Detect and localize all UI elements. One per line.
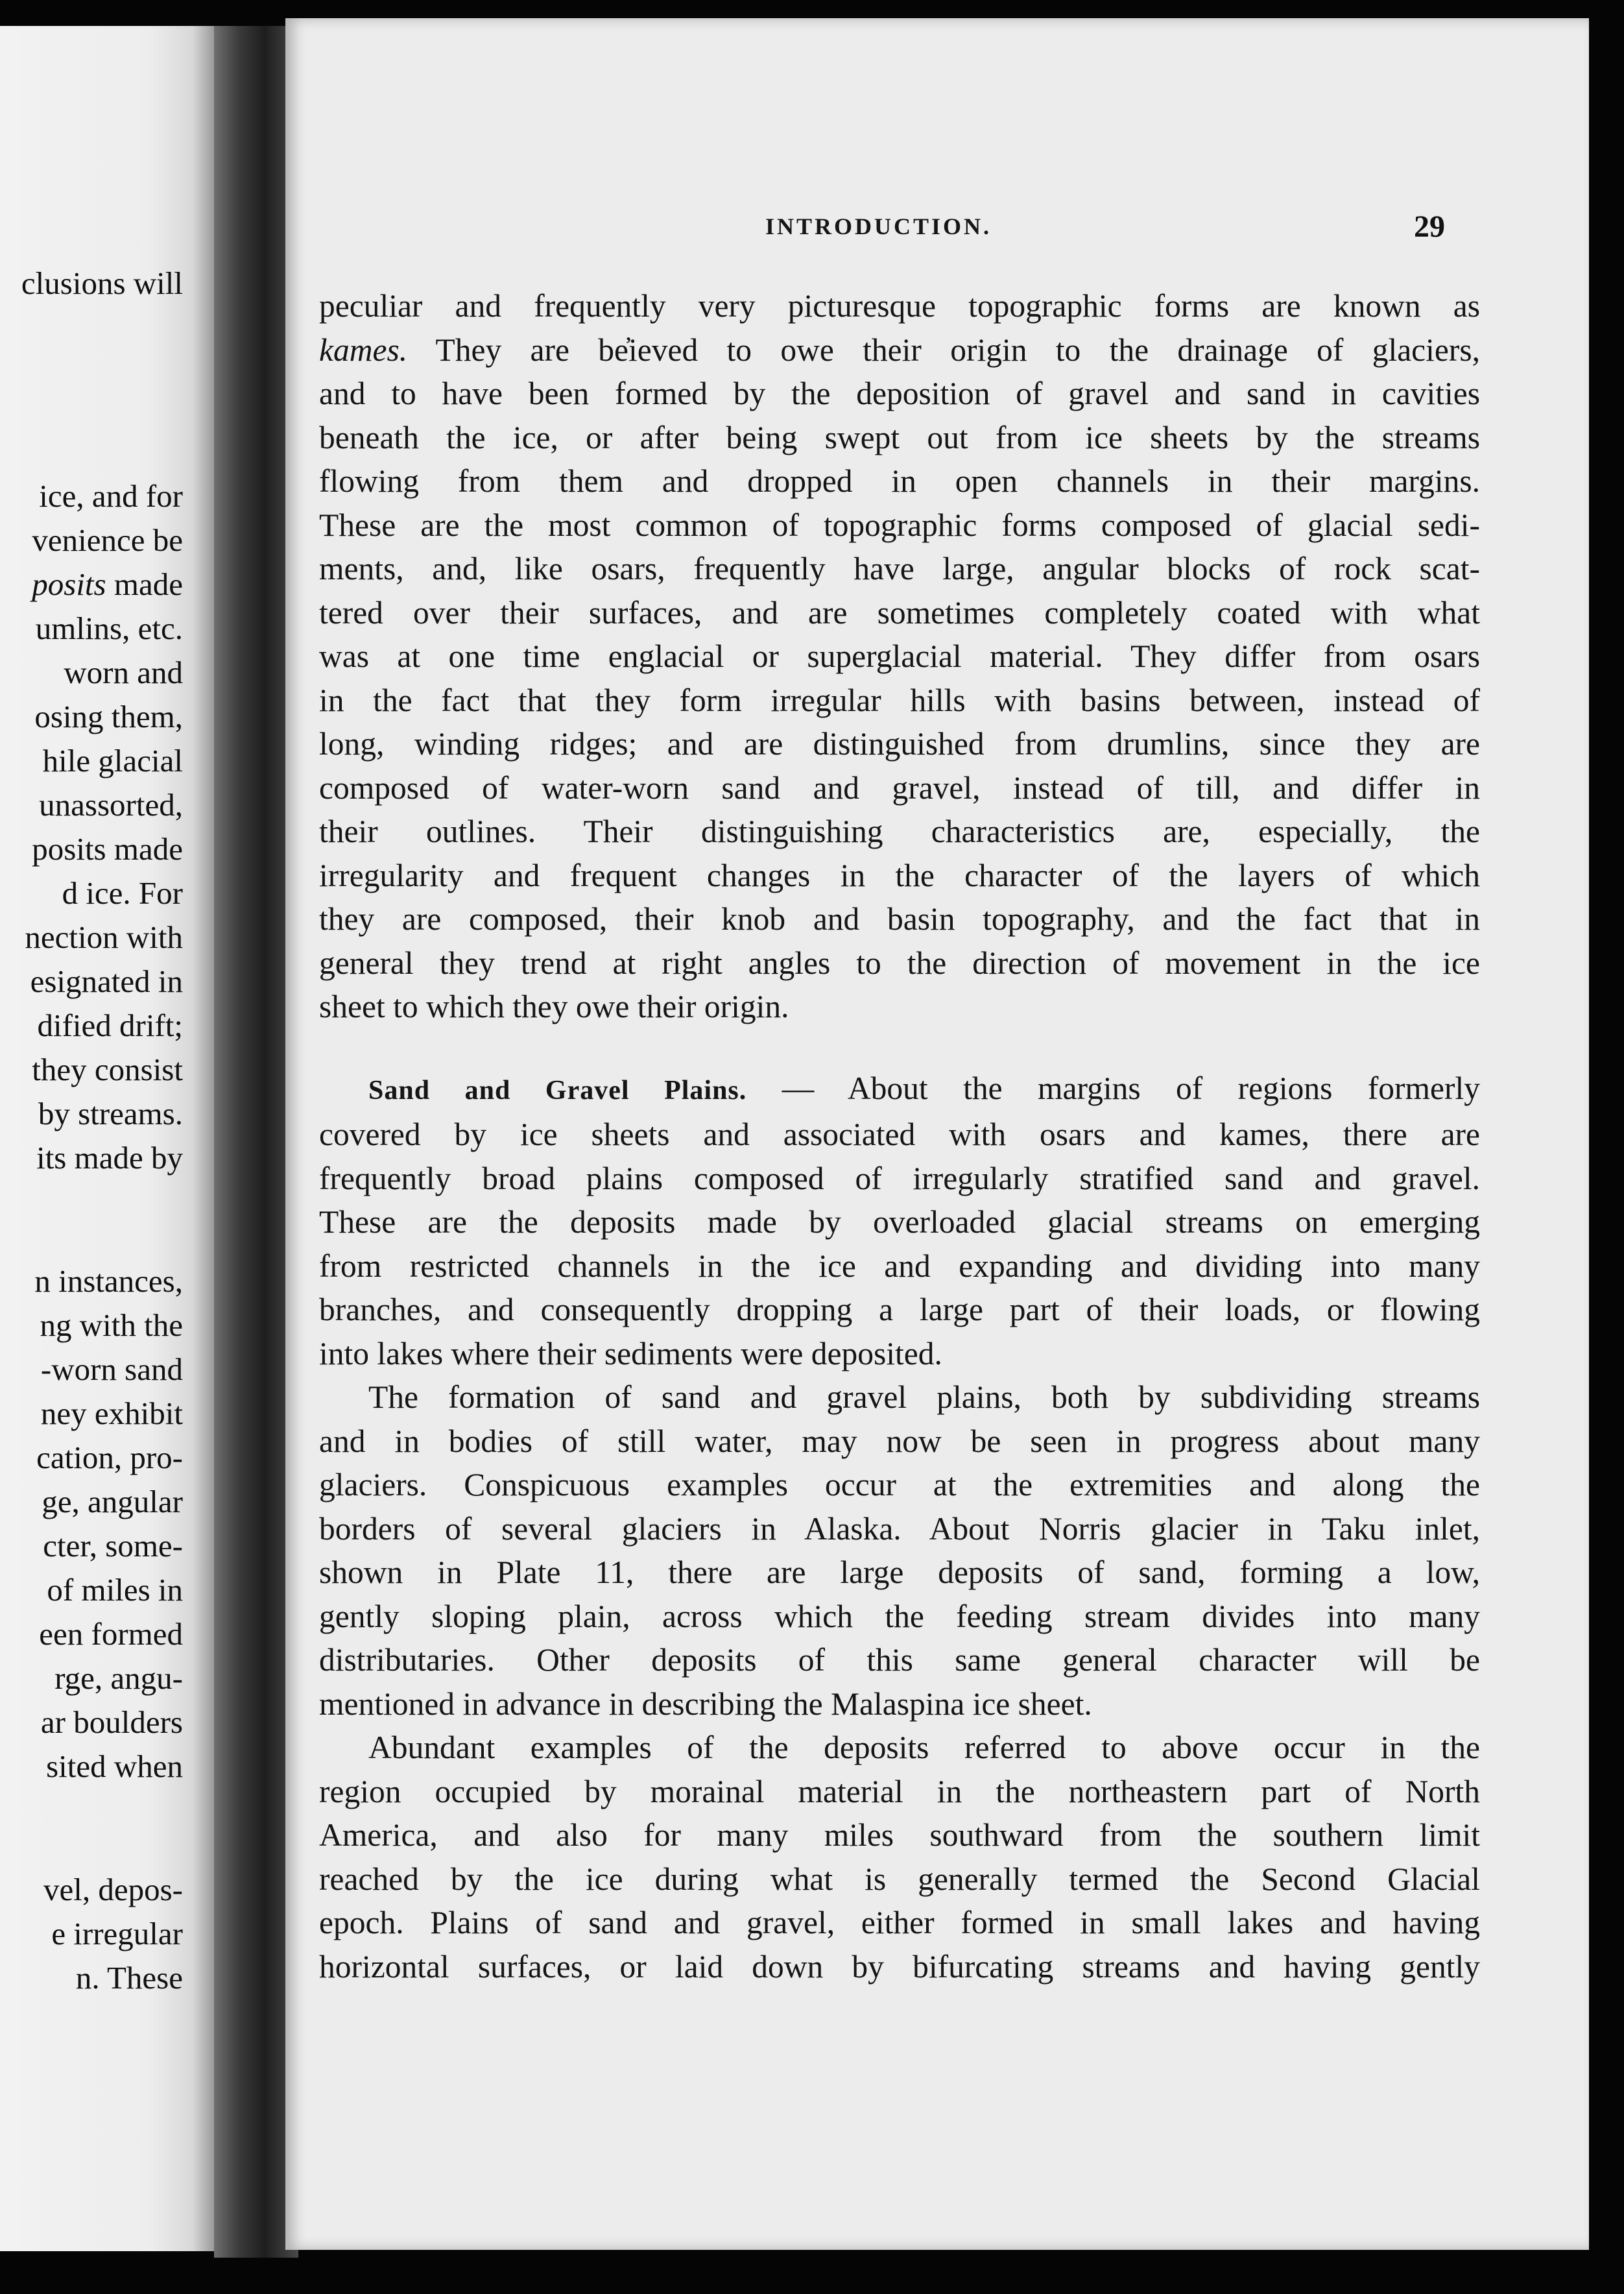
facing-page-line: e irregular <box>51 1916 183 1951</box>
text-line: and in bodies of still water, may now be seen in progress about many <box>319 1423 1480 1459</box>
text-line: These are the deposits made by overloaded glacial streams on emerging <box>319 1204 1480 1240</box>
text-line: reached by the ice during what is generally termed the Second Glacial <box>319 1861 1480 1897</box>
text-line: tered over their surfaces, and are sometimes completely coated with what <box>319 594 1480 631</box>
facing-page-line: cter, some- <box>43 1528 183 1564</box>
text-line: glaciers. Conspicuous examples occur at the extremities and along the <box>319 1467 1480 1503</box>
italic-term-kames: kames. <box>319 332 408 368</box>
facing-page-line: posits made <box>32 831 183 867</box>
text-line: into lakes where their sediments were deposited. <box>319 1335 942 1371</box>
facing-page-line: clusions will <box>21 265 183 301</box>
page-number: 29 <box>1414 210 1445 244</box>
text-run: About the margins of regions formerly <box>847 1070 1480 1106</box>
facing-page-line: sited when <box>46 1748 183 1784</box>
text-line: composed of water-worn sand and gravel, instead of till, and differ in <box>319 769 1480 806</box>
running-title: INTRODUCTION. <box>765 213 992 239</box>
facing-page-line: unassorted, <box>39 787 183 823</box>
facing-page-line: vel, depos- <box>43 1872 183 1907</box>
facing-page-line: ng with the <box>40 1307 183 1343</box>
page-29 <box>285 18 1589 2250</box>
text-line: borders of several glaciers in Alaska. About Norris glacier in Taku inlet, <box>319 1510 1480 1547</box>
paragraph-kames <box>319 284 1480 1029</box>
text-line: long, winding ridges; and are distinguished from drumlins, since they are <box>319 726 1480 762</box>
facing-page-line: nection with <box>25 919 183 955</box>
text-line: sheet to which they owe their origin. <box>319 989 789 1024</box>
text-line: distributaries. Other deposits of this same general character will be <box>319 1642 1480 1678</box>
facing-page-line: een formed <box>39 1616 183 1652</box>
paragraph-formation <box>319 1375 1480 1726</box>
facing-page-line: hile glacial <box>42 743 183 779</box>
text-line: irregularity and frequent changes in the character of the layers of which <box>319 857 1480 893</box>
text-line: horizontal surfaces, or laid down by bifurcating streams and having gently <box>319 1948 1480 1985</box>
italic-run: posits <box>32 566 106 602</box>
text-run: They are be̓ieved to owe their origin to the drainage of glaciers, <box>407 332 1480 368</box>
facing-page-line: worn and <box>64 655 183 690</box>
text-run: made <box>106 566 183 602</box>
facing-page-line: umlins, etc. <box>35 610 183 646</box>
facing-page-line: -worn sand <box>40 1351 183 1387</box>
facing-page-fragment <box>0 26 214 2251</box>
facing-page-line <box>32 568 183 600</box>
facing-page-line: they consist <box>32 1052 183 1087</box>
text-line: beneath the ice, or after being swept out from ice sheets by the streams <box>319 419 1480 455</box>
text-line: general they trend at right angles to the direction of movement in the ice <box>319 945 1480 981</box>
facing-page-line: cation, pro- <box>36 1440 183 1475</box>
facing-page-line: d ice. For <box>62 875 183 911</box>
text-line: The formation of sand and gravel plains, both by subdividing streams <box>368 1379 1480 1415</box>
facing-page-line: rge, angu- <box>54 1660 183 1696</box>
text-line: peculiar and frequently very picturesque topographic forms are known as <box>319 288 1480 324</box>
paragraph-spacer <box>319 1029 1480 1067</box>
text-line: their outlines. Their distinguishing characteristics are, especially, the <box>319 814 1480 849</box>
text-line: they are composed, their knob and basin topography, and the fact that in <box>319 901 1480 937</box>
text-line <box>319 328 1480 372</box>
text-line <box>319 1067 1480 1113</box>
facing-page-line: of miles in <box>47 1572 183 1608</box>
running-header <box>285 210 1589 252</box>
text-line: epoch. Plains of sand and gravel, either formed in small lakes and having <box>319 1905 1480 1940</box>
text-line: covered by ice sheets and associated with osars and kames, there are <box>319 1117 1480 1152</box>
text-line: from restricted channels in the ice and expanding and dividing into many <box>319 1248 1480 1284</box>
text-line: mentioned in advance in describing the Malaspina ice sheet. <box>319 1685 1092 1722</box>
section-heading: Sand and Gravel Plains. <box>368 1075 747 1105</box>
text-line: America, and also for many miles southward from the southern limit <box>319 1817 1480 1853</box>
facing-page-line: ice, and for <box>39 478 183 514</box>
facing-page-line: ney exhibit <box>40 1395 183 1431</box>
facing-page-line: by streams. <box>38 1096 183 1131</box>
facing-page-line: osing them, <box>34 699 183 734</box>
facing-page-line: dified drift; <box>37 1008 183 1043</box>
text-line: region occupied by morainal material in the northeastern part of North <box>319 1773 1480 1809</box>
text-line: was at one time englacial or superglacial material. They differ from osars <box>319 638 1480 674</box>
text-line: flowing from them and dropped in open channels in their margins. <box>319 463 1480 499</box>
text-line: in the fact that they form irregular hills with basins between, instead of <box>319 682 1480 718</box>
section-sand-gravel-plains <box>319 1067 1480 1376</box>
facing-page-line: n. These <box>75 1960 183 1996</box>
facing-page-line: n instances, <box>34 1263 183 1299</box>
facing-page-line: venience be <box>32 522 183 558</box>
text-line: and to have been formed by the deposition of gravel and sand in cavities <box>319 376 1480 411</box>
text-line: ments, and, like osars, frequently have large, angular blocks of rock scat- <box>319 551 1480 586</box>
paragraph-abundant-examples <box>319 1726 1480 1988</box>
facing-page-line: its made by <box>36 1140 183 1176</box>
text-line: gently sloping plain, across which the feeding stream divides into many <box>319 1598 1480 1634</box>
heading-dash: — <box>746 1070 848 1106</box>
facing-page-line: ge, angular <box>42 1484 183 1519</box>
body-text <box>319 284 1480 1988</box>
text-line: These are the most common of topographic forms composed of glacial sedi- <box>319 507 1480 543</box>
text-line: branches, and consequently dropping a large part of their loads, or flowing <box>319 1292 1480 1327</box>
facing-page-line: ar boulders <box>40 1704 183 1740</box>
text-line: shown in Plate 11, there are large deposits of sand, forming a low, <box>319 1554 1480 1590</box>
facing-page-line: esignated in <box>30 963 183 999</box>
text-line: Abundant examples of the deposits referred to above occur in the <box>368 1730 1480 1765</box>
text-line: frequently broad plains composed of irregularly stratified sand and gravel. <box>319 1160 1480 1196</box>
